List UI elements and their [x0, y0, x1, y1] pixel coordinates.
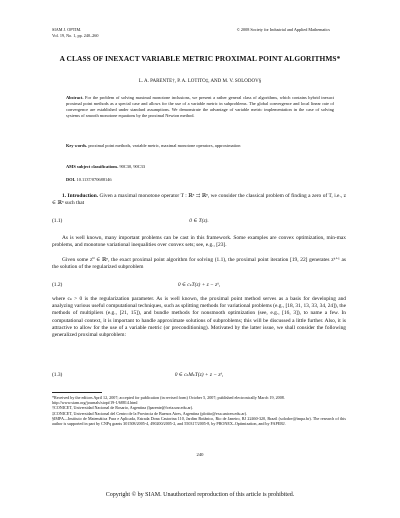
journal-header	[52, 27, 98, 38]
doi-text: 10.1137/070688146	[76, 177, 112, 182]
footnote-rule	[52, 392, 102, 393]
equation-body: 0 ∈ cₖT(z) + z − zᵏ,	[177, 282, 221, 288]
equation-label: (1.3)	[52, 372, 63, 378]
footnote-author-3: §IMPA—Instituto de Matemática Pura e Aplicada, Estrada Dona Castorina 110, Jardim Botânico, Rio de Janeiro, RJ 22460-320, Brazil (solodov@impa.br). The research of this author is supported in part by CNPq grants 301508/2005-4, 490200/2005-2, and 550317/2005-8, by PRONEX–Optimization, and by FAPERJ.	[52, 415, 346, 427]
footnote-url[interactable]: http://www.siam.org/journals/siopt/19-1/68814.html	[52, 400, 138, 406]
abstract	[66, 95, 334, 119]
key-words-label: Key words.	[66, 143, 88, 148]
equation-body: 0 ∈ T(z).	[189, 218, 209, 224]
footnotes	[52, 395, 346, 426]
footnote-author-2: ‡CONICET, Universidad Nacional del Centro de la Provincia de Buenos Aires, Argentina (plotito@exa.unicen.edu.ar).	[52, 410, 248, 416]
intro-paragraph-4	[52, 296, 346, 339]
intro-paragraph-1	[52, 193, 346, 207]
intro-text-4: where cₖ > 0 is the regularization parameter. As is well known, the proximal point method serves as a basis for developing and analyzing various useful computational techniques, such as splitting methods for variational problems (e.g., [18, 31, 13, 33, 34, 24]), the methods of multipliers (e.g., [21, 15]), and bundle methods for nonsmooth optimization (see, e.g., [16, 3]), to name a few. In computational context, it is important to handle approximate solutions of subproblems; this will be discussed a little further. Also, it is attractive to allow for the use of a variable metric (or preconditioning). Motivated by the latter issue, we shall consider the following generalized proximal subproblem:	[52, 296, 346, 339]
key-words	[66, 143, 334, 149]
ams-label: AMS subject classifications.	[66, 164, 119, 169]
intro-paragraph-3	[52, 257, 346, 271]
author-list: L. A. PARENTE†, P. A. LOTITO‡, AND M. V. SOLODOV§	[138, 79, 262, 84]
journal-name: SIAM J. OPTIM.	[52, 27, 82, 32]
footnote-author-1: †CONICET, Universidad Nacional de Rosario, Argentina (lparente@fceia.unr.edu.ar).	[52, 405, 194, 411]
equation-label: (1.1)	[52, 218, 63, 224]
doi	[66, 177, 334, 183]
intro-text-3: Given some z⁰ ∈ ℝⁿ, the exact proximal point algorithm for solving (1.1), the proximal point iteration [19, 22] generates zᵏ⁺¹ as the solution of the regularized subproblem	[52, 257, 346, 271]
footnote-received: *Received by the editors April 12, 2007; accepted for publication (in revised form) October 5, 2007; published electronically March 19, 2008.	[52, 395, 285, 400]
intro-text-1: Given a maximal monotone operator T : ℝⁿ ⇉ ℝⁿ, we consider the classical problem of finding a zero of T, i.e., z ∈ ℝⁿ such that	[52, 193, 346, 207]
copyright-footer: Copyright © by SIAM. Unauthorized reproduction of this article is prohibited.	[105, 492, 295, 498]
journal-volume: Vol. 19, No. 1, pp. 240–260	[52, 32, 99, 38]
copyright-header: © 2008 Society for Industrial and Applied Mathematics	[236, 27, 330, 32]
equation-label: (1.2)	[52, 282, 63, 288]
intro-paragraph-2	[52, 235, 346, 249]
section-title: Introduction.	[67, 193, 99, 199]
section-number: 1.	[62, 193, 67, 199]
doi-label: DOI.	[66, 177, 76, 182]
abstract-label: Abstract.	[66, 95, 84, 100]
key-words-text: proximal point methods, variable metric, maximal monotone operators, approximation	[88, 143, 241, 148]
abstract-text: For the problem of solving maximal monotone inclusions, we present a rather general class of algorithms, which contains hybrid inexact proximal point methods as a special case and allows for the use of a variable metric in subproblems. The global convergence and local linear rate of convergence are established under standard assumptions. We demonstrate the advantage of variable metric implementation in the case of solving systems of smooth monotone equations by the proximal Newton method.	[66, 95, 334, 118]
paper-title: A CLASS OF INEXACT VARIABLE METRIC PROXIMAL POINT ALGORITHMS*	[59, 54, 341, 63]
page-number: 240	[196, 452, 204, 457]
ams-text: 90C30, 90C33	[119, 164, 146, 169]
equation-body: 0 ∈ cₖMₖT(z) + z − zᵏ,	[174, 372, 224, 378]
ams-classification	[66, 164, 334, 170]
intro-text-2: As is well known, many important problems can be cast in this framework. Some examples are convex optimization, min-max problems, and monotone variational inequalities over convex sets; see, e.g., [23].	[52, 235, 346, 249]
